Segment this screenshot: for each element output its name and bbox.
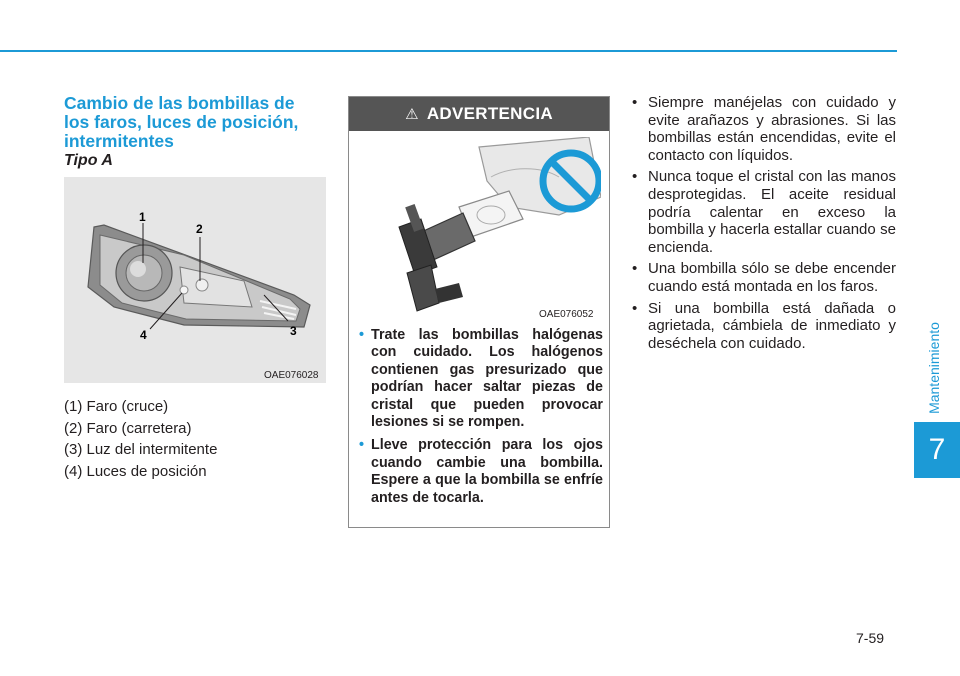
warning-header [349,97,609,131]
precaution-item [630,260,896,295]
bulb-hand-illustration [359,137,601,323]
bullet-icon: • [359,327,365,343]
part-legend [64,396,217,482]
precautions-list [630,94,896,356]
legend-item: (2) Faro (carretera) [64,419,192,437]
precaution-text: Una bombilla sólo se debe encender cuando está montada en los faros. [648,260,896,295]
precaution-item [630,94,896,164]
legend-item: (4) Luces de posición [64,462,207,480]
bullet-icon: • [632,94,638,111]
top-rule [0,50,897,52]
legend-item: (1) Faro (cruce) [64,398,169,415]
precaution-item [630,168,896,256]
section-heading: Cambio de las bombillas de los faros, luces de posición, intermitentes [64,93,299,151]
callout-1: 1 [139,210,146,224]
bullet-icon: • [632,168,638,186]
precaution-item [630,300,896,353]
bulb-figure [359,137,601,323]
section-side-label [924,300,944,440]
legend-item: (3) Luz del intermitente [64,441,218,458]
type-subheading: Tipo A [64,152,113,169]
headlamp-figure [64,177,326,383]
section-name: Mantenimiento [926,322,942,414]
page-number: 7-59 [856,630,885,646]
chapter-tab: 7 [914,422,960,478]
bullet-icon: • [632,299,638,317]
warning-list [359,327,603,513]
precaution-text: Siempre manéjelas con cuidado y evite arañazos y abrasiones. Si las bombillas están encendidas, evite el contacto con líquidos. [648,94,896,164]
warning-item [359,437,603,507]
warning-box [348,96,610,528]
warning-triangle-icon: ⚠ [405,106,419,123]
warning-title: ADVERTENCIA [426,104,553,123]
warning-item-text: Trate las bombillas halógenas con cuidado. Los halógenos contienen gas presurizado que podrían hacer saltar piezas de cristal que pueden provocar lesiones si se rompen. [371,327,603,431]
figure2-code: OAE076052 [539,309,594,320]
callout-3: 3 [290,324,297,338]
warning-item [359,327,603,431]
callout-2: 2 [196,222,203,236]
precaution-text: Nunca toque el cristal con las manos desprotegidas. El aceite residual podría calentar en exceso la bombilla y hacerla estallar cuando se encienda. [648,168,896,256]
warning-item-text: Lleve protección para los ojos cuando cambie una bombilla. Espere a que la bombilla se enfríe antes de tocarla. [371,437,603,506]
bullet-icon: • [359,437,365,454]
precaution-text: Si una bombilla está dañada o agrietada, cámbiela de inmediato y deséchela con cuidado. [648,299,896,352]
callout-4: 4 [140,328,147,342]
bullet-icon: • [632,260,638,278]
figure1-code: OAE076028 [264,370,319,381]
headlamp-illustration [64,177,326,383]
